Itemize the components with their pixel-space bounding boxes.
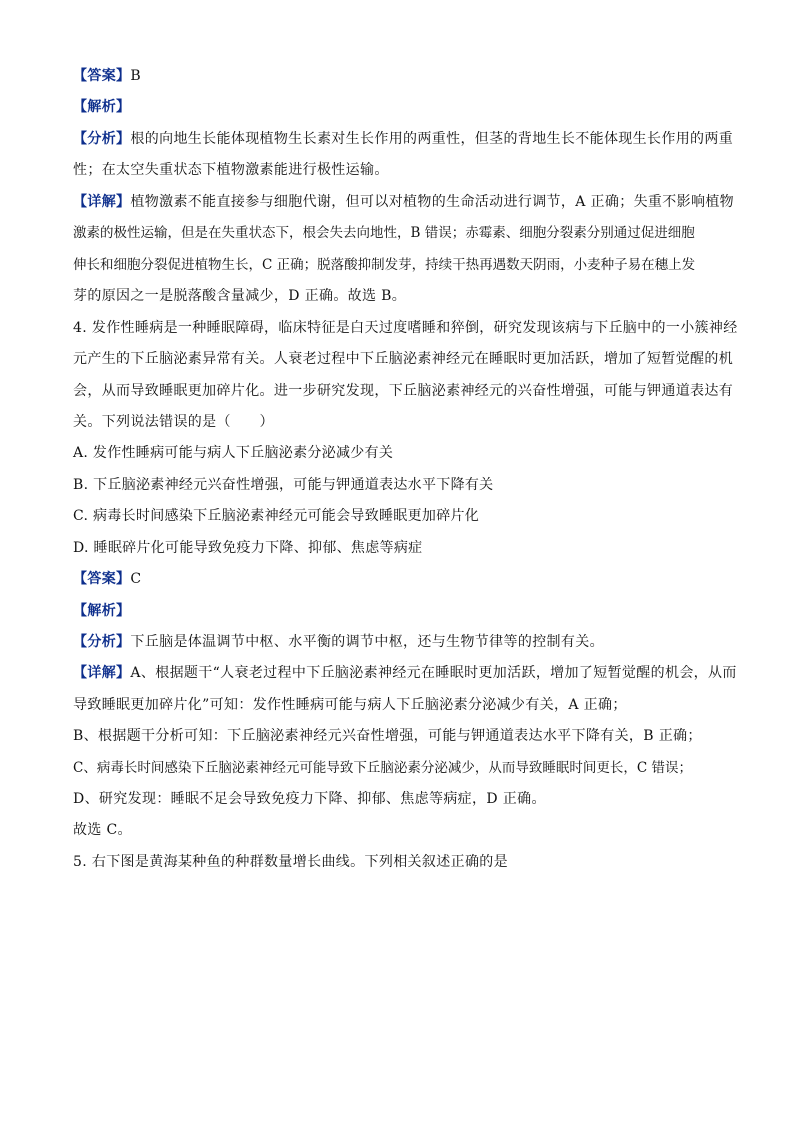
q3-analysis-heading xyxy=(73,98,733,116)
q4-fenxi-line xyxy=(73,633,733,651)
q3-xiangjie-line-4: 芽的原因之一是脱落酸含量减少，D 正确。故选 B。 xyxy=(73,288,407,304)
q4-xiangjie-line-1 xyxy=(73,664,737,682)
analysis-tag: 【解析】 xyxy=(73,99,131,115)
analysis-tag: 【解析】 xyxy=(73,603,131,619)
xiangjie-tag: 【详解】 xyxy=(73,665,131,681)
q4-xiangjie-line-5: D、研究发现：睡眠不足会导致免疫力下降、抑郁、焦虑等病症，D 正确。 xyxy=(73,791,546,807)
xiangjie-text: 植物激素不能直接参与细胞代谢，但可以对植物的生命活动进行调节，A 正确；失重不影响植物 xyxy=(130,194,735,210)
q3-xiangjie-line-3: 伸长和细胞分裂促进植物生长，C 正确；脱落酸抑制发芽，持续干热再遇数天阴雨，小麦种子易在穗上发 xyxy=(73,257,696,273)
q4-stem-line-2: 元产生的下丘脑泌素异常有关。人衰老过程中下丘脑泌素神经元在睡眠时更加活跃，增加了短暂觉醒的机 xyxy=(73,351,734,367)
q3-answer-line xyxy=(73,67,733,85)
q4-option-d: D. 睡眠碎片化可能导致免疫力下降、抑郁、焦虑等病症 xyxy=(73,540,423,556)
q4-stem-line-1: 4. 发作性睡病是一种睡眠障碍，临床特征是白天过度嗜睡和猝倒，研究发现该病与下丘脑中的一小簇神经 xyxy=(73,320,738,336)
answer-tag: 【答案】 xyxy=(73,571,131,587)
q4-analysis-heading xyxy=(73,602,733,620)
xiangjie-tag: 【详解】 xyxy=(73,194,131,210)
fenxi-text: 下丘脑是体温调节中枢、水平衡的调节中枢，还与生物节律等的控制有关。 xyxy=(130,634,604,650)
q4-xiangjie-line-6: 故选 C。 xyxy=(73,822,132,838)
fenxi-text: 根的向地生长能体现植物生长素对生长作用的两重性，但茎的背地生长不能体现生长作用的两重 xyxy=(130,131,734,147)
q4-xiangjie-line-2: 导致睡眠更加碎片化”可知：发作性睡病可能与病人下丘脑泌素分泌减少有关，A 正确； xyxy=(73,697,627,713)
q3-xiangjie-line-1 xyxy=(73,193,733,211)
xiangjie-text: A、根据题干“人衰老过程中下丘脑泌素神经元在睡眠时更加活跃，增加了短暂觉醒的机会，从而 xyxy=(130,665,737,681)
q3-fenxi-line-1 xyxy=(73,130,733,148)
q4-stem-line-3: 会，从而导致睡眠更加碎片化。进一步研究发现，下丘脑泌素神经元的兴奋性增强，可能与钾通道表达有 xyxy=(73,383,734,399)
answer-value: B xyxy=(130,68,142,84)
fenxi-tag: 【分析】 xyxy=(73,634,131,650)
q4-xiangjie-line-3: B、根据题干分析可知：下丘脑泌素神经元兴奋性增强，可能与钾通道表达水平下降有关，B 正确； xyxy=(73,728,702,744)
answer-value: C xyxy=(130,571,142,587)
q4-answer-line xyxy=(73,570,733,588)
fenxi-tag: 【分析】 xyxy=(73,131,131,147)
q4-option-c: C. 病毒长时间感染下丘脑泌素神经元可能会导致睡眠更加碎片化 xyxy=(73,508,480,524)
q4-option-b: B. 下丘脑泌素神经元兴奋性增强，可能与钾通道表达水平下降有关 xyxy=(73,477,494,493)
q3-fenxi-line-2: 性；在太空失重状态下植物激素能进行极性运输。 xyxy=(73,162,389,178)
answer-tag: 【答案】 xyxy=(73,68,131,84)
q3-xiangjie-line-2: 激素的极性运输，但是在失重状态下，根会失去向地性，B 错误；赤霉素、细胞分裂素分别通过促进细胞 xyxy=(73,225,695,241)
q4-xiangjie-line-4: C、病毒长时间感染下丘脑泌素神经元可能导致下丘脑泌素分泌减少，从而导致睡眠时间更长，C 错误； xyxy=(73,760,692,776)
q4-stem-line-4: 关。下列说法错误的是（ ） xyxy=(73,414,274,430)
q5-stem: 5. 右下图是黄海某种鱼的种群数量增长曲线。下列相关叙述正确的是 xyxy=(73,854,509,870)
q4-option-a: A. 发作性睡病可能与病人下丘脑泌素分泌减少有关 xyxy=(73,445,394,461)
